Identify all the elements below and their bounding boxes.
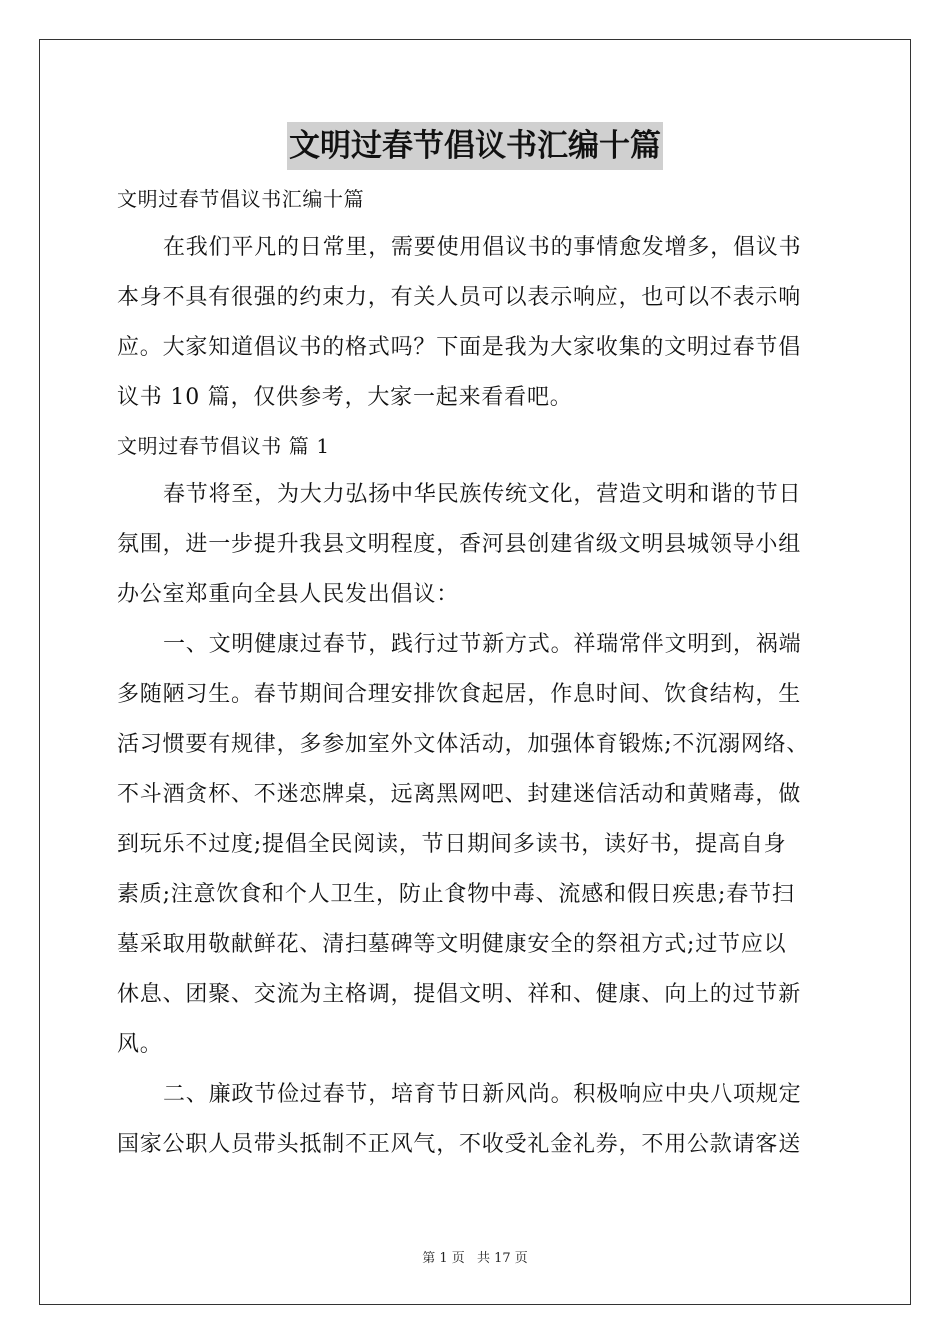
paragraph-line: 休息、团聚、交流为主格调，提倡文明、祥和、健康、向上的过节新	[117, 982, 802, 1007]
paragraph-line: 多随陋习生。春节期间合理安排饮食起居，作息时间、饮食结构，生	[117, 682, 802, 707]
paragraph-line: 不斗酒贪杯、不迷恋牌桌，远离黑网吧、封建迷信活动和黄赌毒，做	[117, 782, 802, 807]
title-wrapper	[0, 122, 950, 170]
section-heading: 文明过春节倡议书汇编十篇	[117, 187, 365, 211]
paragraph-line: 办公室郑重向全县人民发出倡议：	[117, 582, 460, 607]
document-body	[117, 176, 839, 1170]
paragraph-line: 墓采取用敬献鲜花、清扫墓碑等文明健康安全的祭祖方式;过节应以	[117, 932, 787, 957]
paragraph-line: 到玩乐不过度;提倡全民阅读，节日期间多读书，读好书，提高自身	[117, 832, 787, 857]
paragraph-line: 本身不具有很强的约束力，有关人员可以表示响应，也可以不表示响	[117, 285, 802, 310]
paragraph-line: 氛围，进一步提升我县文明程度，香河县创建省级文明县城领导小组	[117, 532, 802, 557]
page-number: 第 1 页	[422, 1251, 465, 1266]
paragraph-line: 国家公职人员带头抵制不正风气，不收受礼金礼券，不用公款请客送	[117, 1132, 802, 1157]
paragraph-line: 一、文明健康过春节，践行过节新方式。祥瑞常伴文明到，祸端	[163, 632, 802, 657]
document-title: 文明过春节倡议书汇编十篇	[287, 122, 663, 170]
paragraph-line: 春节将至，为大力弘扬中华民族传统文化，营造文明和谐的节日	[163, 482, 802, 507]
page-total: 共 17 页	[476, 1251, 528, 1266]
paragraph-line: 活习惯要有规律，多参加室外文体活动，加强体育锻炼;不沉溺网络、	[117, 732, 810, 757]
paragraph-line: 议书 10 篇，仅供参考，大家一起来看看吧。	[117, 385, 573, 410]
paragraph-line: 在我们平凡的日常里，需要使用倡议书的事情愈发增多，倡议书	[163, 235, 802, 260]
paragraph-line: 二、廉政节俭过春节，培育节日新风尚。积极响应中央八项规定	[163, 1082, 802, 1107]
paragraph-line: 风。	[117, 1032, 163, 1057]
page-footer	[0, 1247, 950, 1266]
paragraph-line: 素质;注意饮食和个人卫生，防止食物中毒、流感和假日疾患;春节扫	[117, 882, 795, 907]
section-heading: 文明过春节倡议书 篇 1	[117, 434, 330, 458]
paragraph-line: 应。大家知道倡议书的格式吗？下面是我为大家收集的文明过春节倡	[117, 335, 802, 360]
